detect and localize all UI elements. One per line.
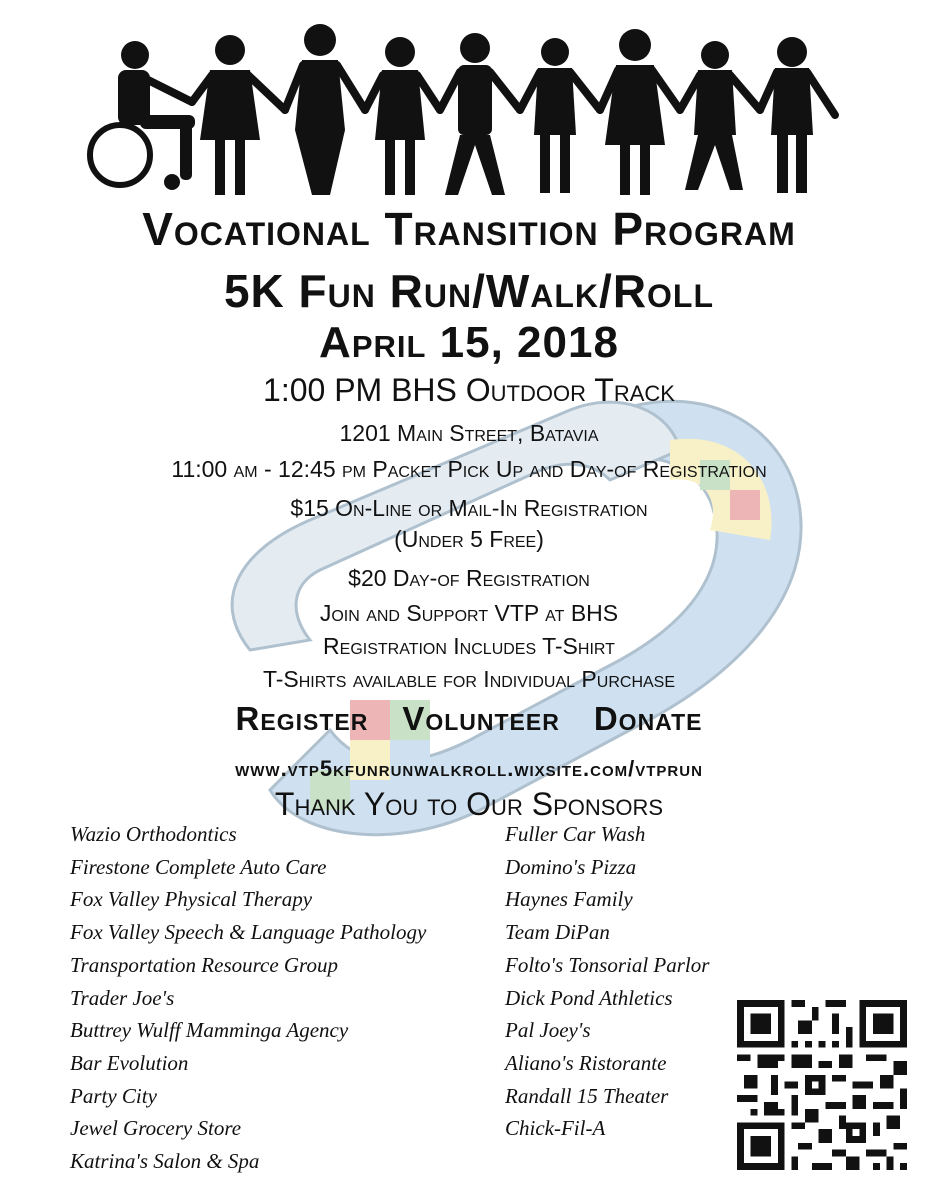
sponsors-heading: Thank You to Our Sponsors <box>274 786 664 822</box>
packet-pickup-info: 11:00 am - 12:45 pm Packet Pick Up and Day-of Registration <box>171 456 767 482</box>
sponsor-item: Team DiPan <box>505 920 610 945</box>
under-five-note: (Under 5 Free) <box>394 526 544 552</box>
program-title: Vocational Transition Program <box>142 203 796 255</box>
sponsor-item: Fox Valley Physical Therapy <box>70 887 313 912</box>
people-holding-hands-icon <box>80 10 860 200</box>
event-address: 1201 Main Street, Batavia <box>339 420 599 446</box>
sponsor-item: Katrina's Salon & Spa <box>70 1149 260 1174</box>
sponsor-item: Haynes Family <box>505 887 633 912</box>
event-title: 5K Fun Run/Walk/Roll <box>223 265 715 317</box>
sponsor-item: Randall 15 Theater <box>505 1083 669 1108</box>
donate-link[interactable]: Donate <box>593 700 703 737</box>
sponsor-item: Transportation Resource Group <box>70 952 338 977</box>
register-link[interactable]: Register <box>235 700 369 737</box>
sponsor-item: Folto's Tonsorial Parlor <box>505 952 710 977</box>
qr-code-icon[interactable] <box>737 1000 907 1170</box>
sponsor-item: Domino's Pizza <box>505 854 637 879</box>
tshirt-included-text: Registration Includes T-Shirt <box>323 633 615 659</box>
sponsor-item: Pal Joey's <box>505 1018 591 1043</box>
sponsor-item: Party City <box>70 1083 157 1108</box>
event-time-location: 1:00 PM BHS Outdoor Track <box>263 372 675 408</box>
sponsor-item: Fuller Car Wash <box>505 822 646 846</box>
sponsor-item: Fox Valley Speech & Language Pathology <box>70 920 427 945</box>
sponsor-item: Wazio Orthodontics <box>70 822 237 846</box>
sponsor-item: Buttrey Wulff Mamminga Agency <box>70 1018 349 1043</box>
volunteer-link[interactable]: Volunteer <box>402 700 560 737</box>
sponsors-left-column <box>70 818 426 1178</box>
sponsor-item: Chick-Fil-A <box>505 1116 606 1141</box>
sponsors-right-column <box>505 818 709 1145</box>
online-price: $15 On-Line or Mail-In Registration <box>290 495 648 521</box>
sponsor-item: Trader Joe's <box>70 985 175 1010</box>
day-of-price: $20 Day-of Registration <box>348 565 590 591</box>
sponsor-item: Aliano's Ristorante <box>505 1050 667 1075</box>
sponsor-item: Jewel Grocery Store <box>70 1116 242 1141</box>
event-date: April 15, 2018 <box>319 318 619 367</box>
tshirt-purchase-text: T-Shirts available for Individual Purchase <box>262 666 676 692</box>
website-link[interactable]: www.vtp5kfunrunwalkroll.wixsite.com/vtprun <box>235 756 703 781</box>
call-to-action-row <box>0 700 938 738</box>
sponsor-item: Firestone Complete Auto Care <box>70 854 327 879</box>
join-support-text: Join and Support VTP at BHS <box>319 600 619 626</box>
sponsor-item: Dick Pond Athletics <box>505 985 673 1010</box>
sponsor-item: Bar Evolution <box>70 1050 189 1075</box>
